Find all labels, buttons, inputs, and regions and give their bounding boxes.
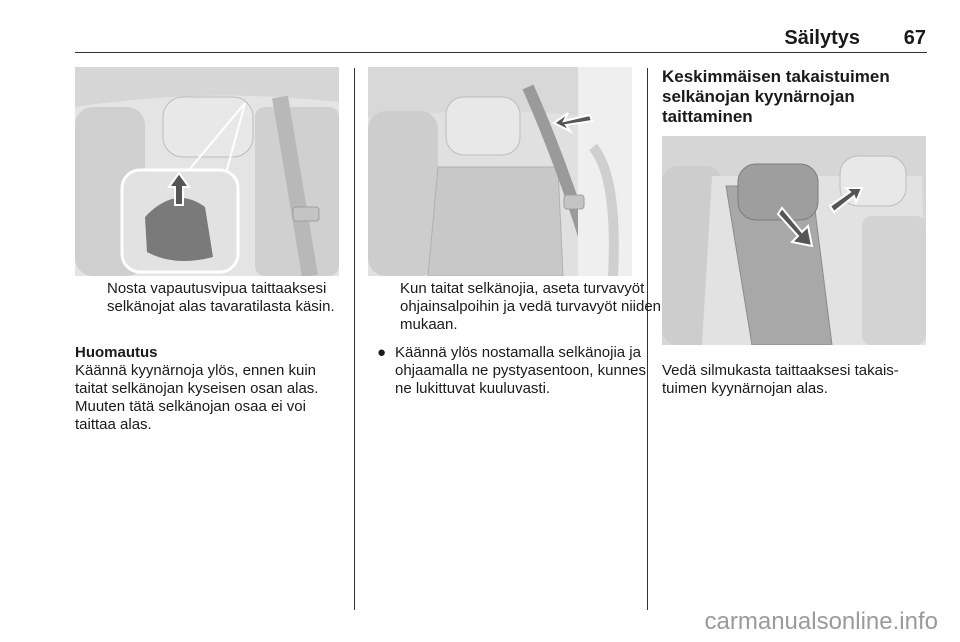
column-divider-2: [647, 68, 648, 610]
column-divider-1: [354, 68, 355, 610]
seatbelt-guide-illustration: [368, 67, 632, 276]
note-title: Huomautus: [75, 344, 158, 361]
section-heading: Keskimmäisen takaistuimen selkänojan kyynärnojan taittaminen: [662, 67, 890, 126]
header-rule: [75, 52, 927, 53]
bullet-icon: ●: [377, 344, 387, 361]
armrest-illustration: [662, 136, 926, 345]
seatbelt-guide-drawing: [368, 67, 632, 276]
section-title: Säilytys: [784, 27, 860, 49]
bullet-text: Käännä ylös nostamalla selkänojia ja ohjaamalla ne pystyasentoon, kunnes ne lukittuvat kuuluvasti.: [395, 344, 647, 397]
page-number: 67: [903, 27, 926, 49]
note-body: Käännä kyynärnoja ylös, ennen kuin taitat selkänojan kyseisen osan alas. Muuten tätä selkänojan osaa ei voi taittaa alas.: [75, 362, 319, 433]
armrest-drawing: [662, 136, 926, 345]
watermark: carmanualsonline.info: [704, 608, 938, 635]
release-lever-drawing: [75, 67, 339, 276]
column3-caption: Vedä silmukasta taittaaksesi takaistuimen kyynärnojan alas.: [662, 362, 899, 397]
bullet-item: [368, 344, 660, 398]
column2-caption: Kun taitat selkänojia, aseta turvavyöt ohjainsalpoihin ja vedä turvavyöt niiden mukaan.: [400, 280, 662, 333]
release-lever-illustration: [75, 67, 339, 276]
column1-caption: Nosta vapautusvipua taittaaksesi selkänojat alas tavaratilasta käsin.: [107, 280, 335, 315]
